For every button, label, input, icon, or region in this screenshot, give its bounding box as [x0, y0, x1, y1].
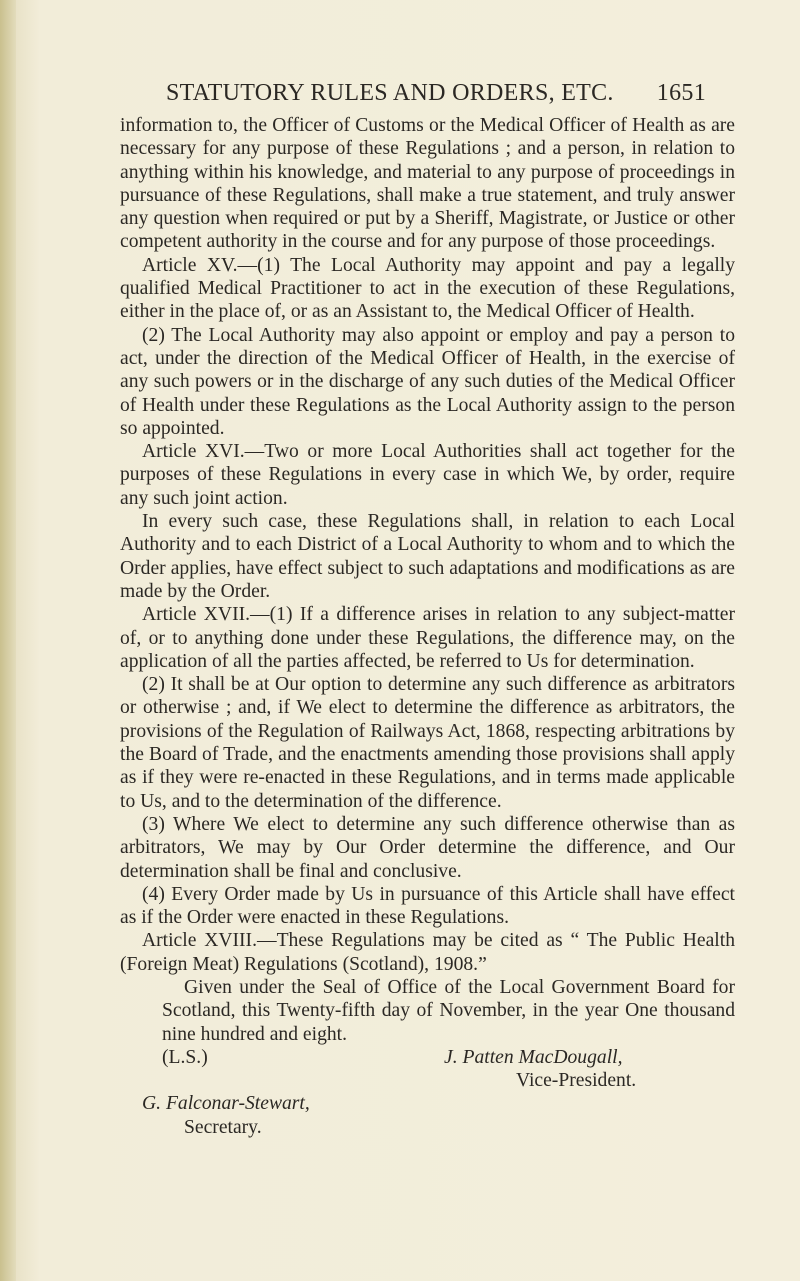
- header-title: STATUTORY RULES AND ORDERS, ETC.: [166, 80, 614, 106]
- book-gutter: [0, 0, 16, 1281]
- paragraph-article-xvii-1: Article XVII.—(1) If a difference arises in relation to any subject-matter of, or to anything done under these Regulations, the difference may, on the application of all the parties affected, be referred to Us for determination.: [120, 604, 735, 672]
- body-text: [120, 114, 735, 1139]
- paragraph-article-xv-1: Article XV.—(1) The Local Authority may appoint and pay a legally qualified Medical Practitioner to act in the execution of these Regulations, either in the place of, or as an Assistant to, the Medical Officer of Health.: [120, 254, 735, 323]
- paragraph-article-xvi-cont: In every such case, these Regulations shall, in relation to each Local Authority and to each District of a Local Authority to whom and to which the Order applies, have effect subject to such adaptations and modifications as are made by the Order.: [120, 511, 735, 602]
- paragraph-continuation: information to, the Officer of Customs or the Medical Officer of Health as are necessary for any purpose of these Regulations ; and a person, in relation to anything within his knowledge, and material to any purpose of proceedings in pursuance of these Regulations, shall make a true statement, and truly answer any question when required or put by a Sheriff, Magistrate, or Justice or other competent authority in the course and for any purpose of those proceedings.: [120, 115, 735, 253]
- paragraph-article-xvii-2: (2) It shall be at Our option to determine any such difference as arbitrators or otherwise ; and, if We elect to determine the difference as arbitrators, the provisions of the Regulation of Railways Act, 1868, respecting arbitrations by the Board of Trade, and the enactments amending those provisions shall apply as if they were re-enacted in these Regulations, and in terms made applicable to Us, and to the determination of the difference.: [120, 674, 735, 812]
- secretary-name: G. Falconar-Stewart,: [142, 1093, 310, 1115]
- seal-mark: (L.S.): [162, 1046, 208, 1068]
- paragraph-article-xviii: Article XVIII.—These Regulations may be cited as “ The Public Health (Foreign Meat) Regulations (Scotland), 1908.”: [120, 930, 735, 975]
- given-under-seal: Given under the Seal of Office of the Local Government Board for Scotland, this Twenty-fifth day of November, in the year One thousand nine hundred and eight.: [162, 976, 735, 1045]
- signatory-name: J. Patten MacDougall,: [444, 1046, 623, 1068]
- secretary-title: Secretary.: [184, 1116, 262, 1138]
- paragraph-article-xvii-3: (3) Where We elect to determine any such difference otherwise than as arbitrators, We may by Our Order determine the difference, and Our determination shall be final and conclusive.: [120, 813, 735, 882]
- signatory-title: Vice-President.: [516, 1070, 637, 1092]
- paragraph-article-xvi: Article XVI.—Two or more Local Authorities shall act together for the purposes of these Regulations in every case in which We, by order, require any such joint action.: [120, 441, 735, 509]
- signature-row: [162, 1046, 735, 1069]
- page-number: 1651: [656, 80, 706, 106]
- paragraph-article-xvii-4: (4) Every Order made by Us in pursuance of this Article shall have effect as if the Order were enacted in these Regulations.: [120, 883, 735, 929]
- paragraph-article-xv-2: (2) The Local Authority may also appoint or employ and pay a person to act, under the direction of the Medical Officer of Health, in the exercise of any such powers or in the discharge of any such duties of the Medical Officer of Health under these Regulations as the Local Authority assign to the person so appointed.: [120, 324, 735, 439]
